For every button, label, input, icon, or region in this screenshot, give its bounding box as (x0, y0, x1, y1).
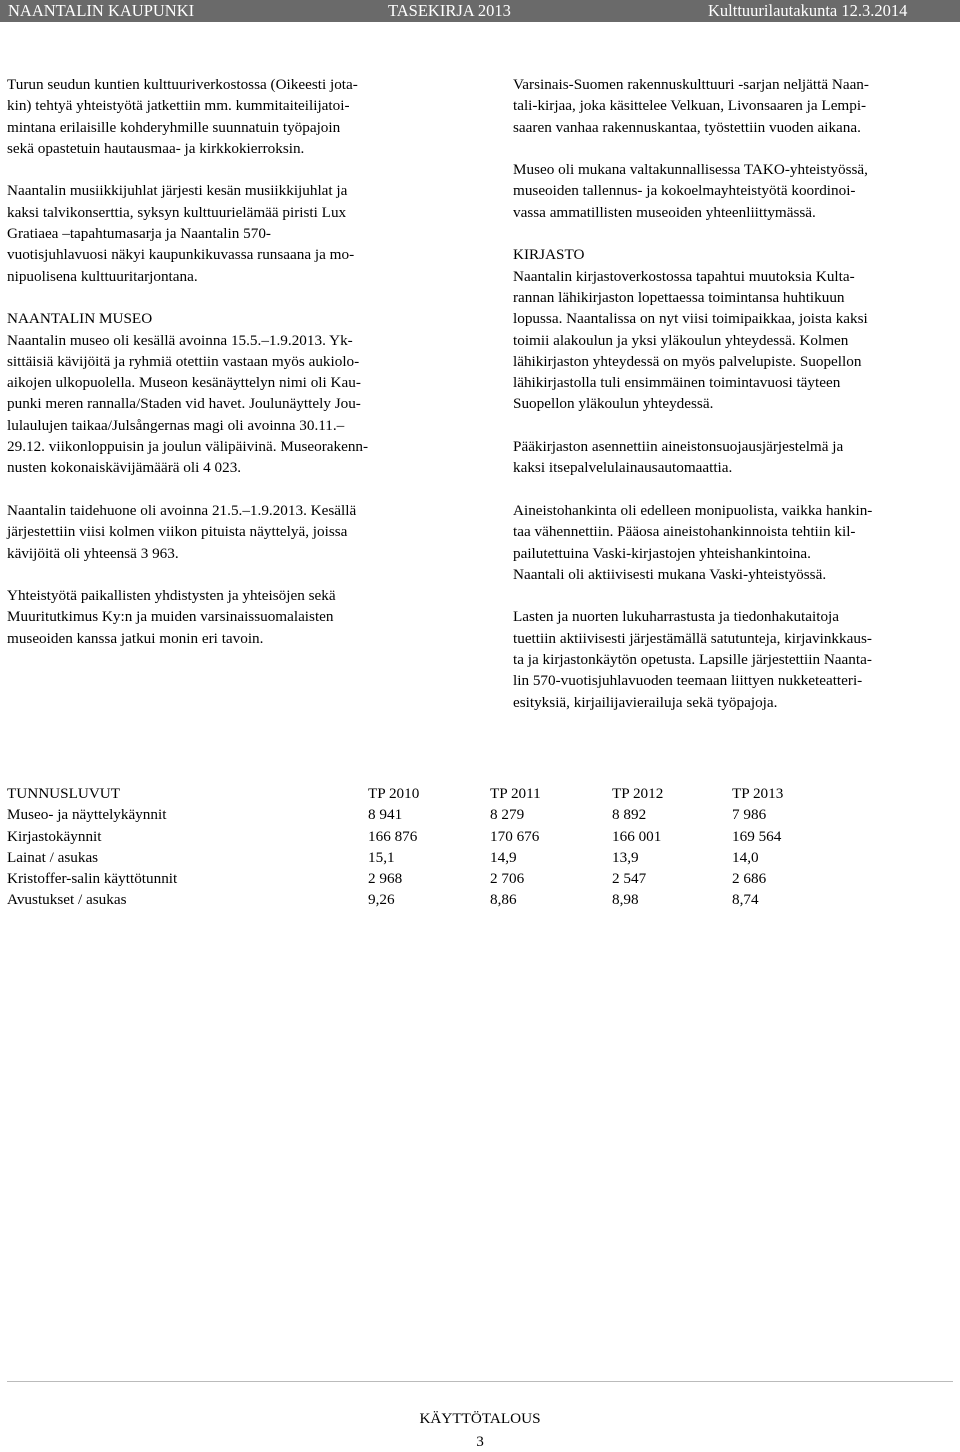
table-row (7, 847, 857, 868)
text-line: lopussa. Naantalissa on nyt viisi toimipaikkaa, joista kaksi (513, 310, 868, 328)
table-cell: 2 547 (612, 870, 647, 888)
text-line: Muuritutkimus Ky:n ja muiden varsinaissuomalaisten (7, 608, 334, 626)
table-header-cell: TP 2011 (490, 785, 541, 802)
text-line: rannan lähikirjaston lopettaessa toimintansa huhtikuun (513, 288, 845, 306)
text-line: Turun seudun kuntien kulttuuriverkostossa (Oikeesti jota- (7, 76, 358, 93)
table-cell: Lainat / asukas (7, 848, 99, 866)
text-line: Naantalin taidehuone oli avoinna 21.5.–1.9.2013. Kesällä (7, 501, 357, 519)
table-header-cell: TP 2012 (612, 785, 664, 802)
paragraph (513, 244, 957, 414)
paragraph (7, 585, 447, 649)
text-line: ta ja kirjastonkäytön opetusta. Lapsille järjestettiin Naanta- (513, 651, 872, 669)
text-line: kaksi itsepalvelulainausautomaattia. (513, 459, 733, 477)
table-cell: 14,0 (732, 848, 759, 866)
paragraph (7, 180, 447, 286)
table-cell: 13,9 (612, 848, 639, 866)
text-line: tuettiin aktiivisesti järjestämällä satutunteja, kirjavinkkaus- (513, 629, 872, 647)
text-line: tali-kirjaa, joka käsittelee Velkuan, Livonsaaren ja Lempi- (513, 97, 867, 115)
text-line: järjestettiin viisi kolmen viikon pituista näyttelyä, joissa (7, 523, 348, 541)
table-cell: 8,98 (612, 891, 639, 909)
text-line: Naantalin musiikkijuhlat järjesti kesän musiikkijuhlat ja (7, 182, 348, 200)
text-line: mintana erilaisille kohderyhmille suunnatuin työpajoin (7, 118, 341, 136)
table-cell: 166 876 (368, 827, 418, 845)
paragraph (513, 436, 957, 479)
header-city: NAANTALIN KAUPUNKI (8, 1, 195, 20)
page-number: 3 (476, 1433, 484, 1450)
table-header-cell: TP 2013 (732, 785, 784, 802)
text-line: taa vähennettiin. Pääosa aineistohankinnoista tehtiin kil- (513, 523, 856, 541)
text-line: lähikirjaston yhteydessä on myös palvelupiste. Suopellon (513, 352, 862, 370)
table-cell: 8,74 (732, 891, 759, 909)
text-line: sittäisiä kävijöitä ja ryhmiä otettiin vastaan myös aukiolo- (7, 352, 360, 370)
left-column (7, 74, 447, 670)
table-cell: 8,86 (490, 891, 517, 909)
table-row (7, 889, 857, 910)
table-cell: 170 676 (490, 827, 540, 845)
table-cell: 2 686 (732, 870, 767, 888)
table-row (7, 826, 857, 847)
text-line: lulaulujen taikaa/Julsångernas magi oli avoinna 30.11.– (7, 416, 345, 434)
table-header-cell: TUNNUSLUVUT (7, 785, 121, 802)
table-cell: 15,1 (368, 848, 395, 866)
paragraph (513, 606, 957, 712)
text-line: vuotisjuhlavuosi näkyi kaupunkikuvassa runsaana ja mo- (7, 246, 355, 264)
text-line: museoiden tallennus- ja kokoelmayhteistyötä koordinoi- (513, 182, 856, 200)
paragraph (7, 500, 447, 564)
text-line: aikojen ulkopuolella. Museon kesänäyttelyn nimi oli Kau- (7, 374, 361, 392)
table-cell: Kirjastokäynnit (7, 827, 102, 845)
text-line: Pääkirjaston asennettiin aineistonsuojausjärjestelmä ja (513, 438, 844, 456)
paragraph (513, 74, 957, 138)
table-cell: 14,9 (490, 848, 517, 866)
table-header-row (7, 783, 857, 804)
table-row (7, 804, 857, 825)
text-line: Varsinais-Suomen rakennuskulttuuri -sarjan neljättä Naan- (513, 76, 869, 93)
table-row (7, 868, 857, 889)
table-cell: 2 706 (490, 870, 525, 888)
text-line: lähikirjastolla tuli ensimmäinen toimintavuosi täyteen (513, 374, 841, 392)
text-line: vassa ammatillisten museoiden yhteenliittymässä. (513, 203, 816, 221)
table-cell: 8 892 (612, 806, 647, 824)
text-line: kävijöitä oli yhteensä 3 963. (7, 544, 179, 562)
text-line: Gratiaea –tapahtumasarja ja Naantalin 570- (7, 225, 271, 243)
key-figures-table (7, 783, 857, 911)
text-line: Suopellon yläkoulun yhteydessä. (513, 395, 714, 413)
text-line: Aineistohankinta oli edelleen monipuolista, vaikka hankin- (513, 501, 873, 519)
text-line: Naantalin kirjastoverkostossa tapahtui muutoksia Kulta- (513, 267, 855, 285)
footer-divider (7, 1381, 953, 1382)
text-line: punki meren rannalla/Staden vid havet. Joulunäyttely Jou- (7, 395, 361, 413)
table-cell: 166 001 (612, 827, 662, 845)
text-line: sekä opastetuin hautausmaa- ja kirkkokierroksin. (7, 139, 305, 157)
text-line: 29.12. viikonloppuisin ja joulun välipäivinä. Museorakenn- (7, 438, 369, 456)
table-cell: Museo- ja näyttelykäynnit (7, 806, 167, 824)
paragraph (513, 500, 957, 585)
section-heading-museo: NAANTALIN MUSEO (7, 310, 153, 328)
text-line: saaren vanhaa rakennuskantaa, työstettiin vuoden aikana. (513, 118, 861, 136)
table-cell: 7 986 (732, 806, 767, 824)
text-line: Museo oli mukana valtakunnallisessa TAKO-yhteistyössä, (513, 161, 868, 179)
text-line: nusten kokonaiskävijämäärä oli 4 023. (7, 459, 242, 477)
text-line: Naantalin museo oli kesällä avoinna 15.5.–1.9.2013. Yk- (7, 331, 353, 349)
right-column (513, 74, 957, 734)
text-line: nipuolisena kulttuuritarjontana. (7, 267, 198, 285)
footer-section-title: KÄYTTÖTALOUS (419, 1410, 541, 1427)
section-heading-kirjasto: KIRJASTO (513, 246, 585, 264)
table-cell: 8 279 (490, 806, 525, 824)
text-line: kaksi talvikonserttia, syksyn kulttuurielämää piristi Lux (7, 203, 347, 221)
table-cell: 9,26 (368, 891, 395, 909)
table-cell: Kristoffer-salin käyttötunnit (7, 870, 178, 888)
header-committee: Kulttuurilautakunta 12.3.2014 (708, 1, 908, 20)
table-cell: Avustukset / asukas (7, 891, 127, 909)
table-cell: 8 941 (368, 806, 403, 824)
text-line: pailutettuina Vaski-kirjastojen yhteishankintoina. (513, 544, 811, 562)
text-line: Naantali oli aktiivisesti mukana Vaski-yhteistyössä. (513, 565, 827, 583)
paragraph (7, 74, 447, 159)
table-header-cell: TP 2010 (368, 785, 420, 802)
table-cell: 2 968 (368, 870, 403, 888)
header-book: TASEKIRJA 2013 (388, 1, 511, 20)
text-line: lin 570-vuotisjuhlavuoden teemaan liittyen nukketeatteri- (513, 672, 863, 690)
text-line: esityksiä, kirjailijavierailuja sekä työpajoja. (513, 693, 778, 711)
text-line: Lasten ja nuorten lukuharrastusta ja tiedonhakutaitoja (513, 608, 840, 626)
page-header (0, 0, 960, 22)
text-line: Yhteistyötä paikallisten yhdistysten ja yhteisöjen sekä (7, 587, 336, 605)
paragraph (513, 159, 957, 223)
paragraph (7, 308, 447, 478)
table-cell: 169 564 (732, 827, 782, 845)
text-line: museoiden kanssa jatkui monin eri tavoin. (7, 629, 264, 647)
text-line: toimii alakoulun ja yksi yläkoulun yhteydessä. Kolmen (513, 331, 849, 349)
text-line: kin) tehtyä yhteistyötä jatkettiin mm. kummitaiteilijatoi- (7, 97, 350, 115)
